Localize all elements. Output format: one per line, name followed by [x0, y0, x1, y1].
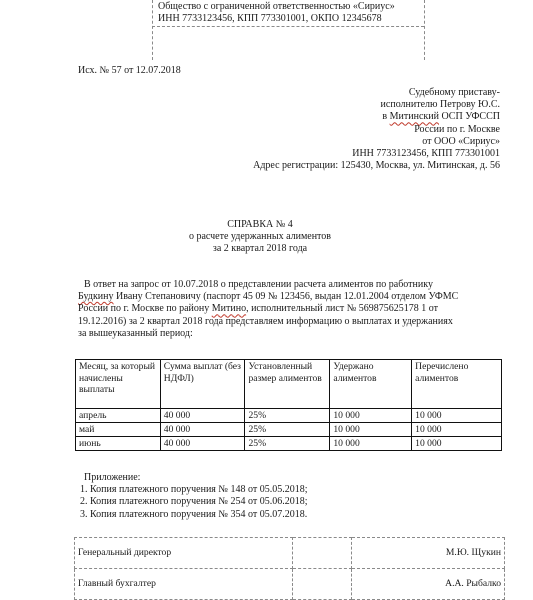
- table-cell: май: [76, 423, 161, 437]
- table-cell: 40 000: [160, 409, 245, 423]
- table-cell: 40 000: [160, 423, 245, 437]
- table-cell: 10 000: [412, 423, 502, 437]
- table-cell: 25%: [245, 437, 330, 451]
- signature-line: [292, 538, 352, 569]
- table-row: [76, 409, 502, 423]
- letterhead: [158, 1, 428, 25]
- document-title: [130, 219, 390, 256]
- table-cell: 10 000: [412, 409, 502, 423]
- addressee-line: России по г. Москве: [414, 123, 500, 135]
- spellcheck-word: Митино: [211, 303, 247, 315]
- letterhead-frame-left: [152, 0, 153, 60]
- attachments-heading: Приложение:: [84, 472, 141, 483]
- addressee-line: исполнителю Петрову Ю.С.: [380, 99, 500, 111]
- table-row: [76, 423, 502, 437]
- alimony-table: [75, 359, 502, 451]
- attachment-item: 1. Копия платежного поручения № 148 от 05.05.2018;: [80, 484, 308, 496]
- table-cell: апрель: [76, 409, 161, 423]
- table-cell: июнь: [76, 437, 161, 451]
- table-cell: 10 000: [412, 437, 502, 451]
- title-line: о расчете удержанных алиментов: [188, 231, 332, 243]
- body-line: 19.12.2016) за 2 квартал 2018 года представляем информацию о выплатах и удержаниях: [78, 315, 453, 327]
- body-line: Будкину Ивану Степановичу (паспорт 45 09 № 123456, выдан 12.01.2004 отделом УФМС: [78, 291, 459, 303]
- signature-row: [75, 569, 505, 600]
- body-line: России по г. Москве по району Митино, исполнительный лист № 569875625178 1 от: [78, 303, 438, 315]
- table-cell: 25%: [245, 423, 330, 437]
- signature-line: [292, 569, 352, 600]
- addressee-line: Адрес регистрации: 125430, Москва, ул. Митинская, д. 56: [253, 160, 500, 172]
- title-line: СПРАВКА № 4: [227, 219, 293, 230]
- table-cell: 10 000: [330, 437, 412, 451]
- attachment-item: 2. Копия платежного поручения № 254 от 05.06.2018;: [80, 496, 308, 508]
- outgoing-ref: Исх. № 57 от 12.07.2018: [78, 65, 181, 76]
- table-header-cell: Месяц, за который начислены выплаты: [76, 360, 161, 409]
- body-text: [78, 279, 508, 340]
- spellcheck-word: Митинский: [389, 111, 439, 123]
- addressee-line: Судебному приставу-: [408, 87, 500, 98]
- table-row: [76, 437, 502, 451]
- table-header-cell: Установленный размер алиментов: [245, 360, 330, 409]
- body-line: за вышеуказанный период:: [78, 327, 193, 339]
- signature-role: Главный бухгалтер: [75, 569, 293, 600]
- signature-name: А.А. Рыбалко: [352, 569, 505, 600]
- addressee-line: в Митинский ОСП УФССП: [382, 111, 500, 123]
- company-ids: ИНН 7733123456, КПП 773301001, ОКПО 12345678: [158, 13, 382, 25]
- table-cell: 40 000: [160, 437, 245, 451]
- attachment-item: 3. Копия платежного поручения № 354 от 05.07.2018.: [80, 508, 308, 520]
- addressee-line: ИНН 7733123456, КПП 773301001: [352, 147, 500, 159]
- attachments: [80, 472, 460, 521]
- signature-role: Генеральный директор: [75, 538, 293, 569]
- table-cell: 10 000: [330, 409, 412, 423]
- table-header-cell: Сумма выплат (без НДФЛ): [160, 360, 245, 409]
- signature-table: [74, 537, 505, 600]
- company-name: Общество с ограниченной ответственностью «Сириус»: [158, 1, 395, 12]
- addressee-line: от ООО «Сириус»: [422, 135, 500, 147]
- body-line: В ответ на запрос от 10.07.2018 о представлении расчета алиментов по работнику: [84, 279, 433, 290]
- letterhead-frame-bottom: [152, 26, 424, 27]
- signature-row: [75, 538, 505, 569]
- table-cell: 25%: [245, 409, 330, 423]
- signature-name: М.Ю. Щукин: [352, 538, 505, 569]
- addressee-block: [210, 87, 500, 172]
- title-line: за 2 квартал 2018 года: [212, 243, 308, 255]
- table-header-cell: Удержано алиментов: [330, 360, 412, 409]
- spellcheck-word: Будкину: [78, 291, 114, 303]
- table-cell: 10 000: [330, 423, 412, 437]
- table-header-cell: Перечислено алиментов: [412, 360, 502, 409]
- table-header-row: [76, 360, 502, 409]
